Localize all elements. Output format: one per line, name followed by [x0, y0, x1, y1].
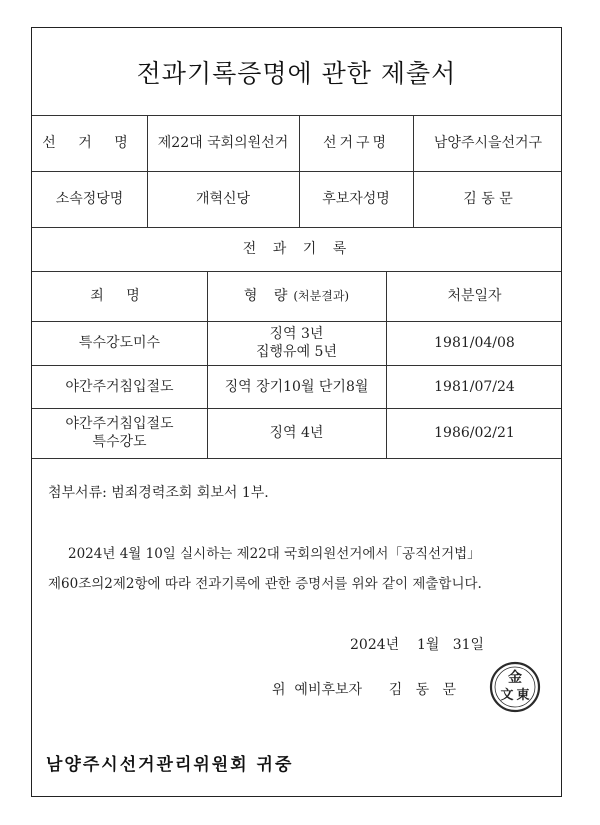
svg-text:金: 金 — [508, 670, 522, 686]
column-header-date: 처분일자 — [447, 288, 502, 304]
record-sentence-line: 집행유예 5년 — [256, 344, 337, 360]
table-row — [32, 408, 207, 458]
record-crime: 야간주거침입절도 — [65, 378, 174, 395]
attachment-note: 첨부서류: 범죄경력조회 회보서 1부. — [48, 485, 269, 501]
addressee: 남양주시선거관리위원회 귀중 — [46, 755, 294, 775]
election-name-label: 선 거 명 — [42, 135, 137, 151]
column-header-sentence-sub: (처분결과) — [293, 289, 350, 303]
document-title: 전과기록증명에 관한 제출서 — [136, 58, 457, 88]
svg-text:文: 文 — [500, 688, 514, 703]
candidate-value: 김 동 문 — [463, 191, 513, 207]
record-crime: 특수강도 — [92, 434, 147, 450]
column-header-sentence-label: 형 량 — [243, 288, 294, 304]
party-label: 소속정당명 — [55, 191, 124, 207]
record-crime: 특수강도미수 — [78, 335, 161, 351]
record-crime: 야간주거침입절도 — [65, 416, 174, 432]
party-value: 개혁신당 — [195, 191, 251, 207]
svg-text:東: 東 — [516, 688, 530, 703]
record-date: 1981/07/24 — [434, 378, 515, 395]
election-name-value: 제22대 국회의원선거 — [157, 135, 289, 151]
seal-stamp — [489, 661, 541, 713]
record-date: 1986/02/21 — [434, 425, 515, 441]
body-paragraph: 제60조의2제2항에 따라 전과기록에 관한 증명서를 위와 같이 제출합니다. — [48, 576, 482, 592]
submit-date: 2024년 1월 31일 — [350, 637, 485, 653]
record-date: 1981/04/08 — [434, 335, 515, 351]
column-header-sentence — [207, 271, 386, 321]
table-row — [32, 321, 207, 365]
record-sentence: 징역 장기10월 단기8월 — [224, 378, 369, 395]
table-rule — [32, 458, 561, 459]
document-frame — [31, 27, 562, 797]
record-sentence — [207, 321, 386, 365]
records-heading: 전 과 기 록 — [242, 241, 353, 257]
district-label: 선거구명 — [322, 135, 390, 151]
signer-line: 위 예비후보자 김 동 문 — [272, 682, 457, 698]
district-value: 남양주시을선거구 — [433, 135, 543, 151]
body-paragraph: 2024년 4월 10일 실시하는 제22대 국회의원선거에서「공직선거법」 — [68, 546, 481, 562]
column-header-crime: 죄 명 — [90, 288, 149, 304]
record-sentence-line: 징역 3년 — [269, 326, 324, 342]
candidate-label: 후보자성명 — [322, 191, 390, 207]
record-sentence: 징역 4년 — [269, 425, 324, 441]
